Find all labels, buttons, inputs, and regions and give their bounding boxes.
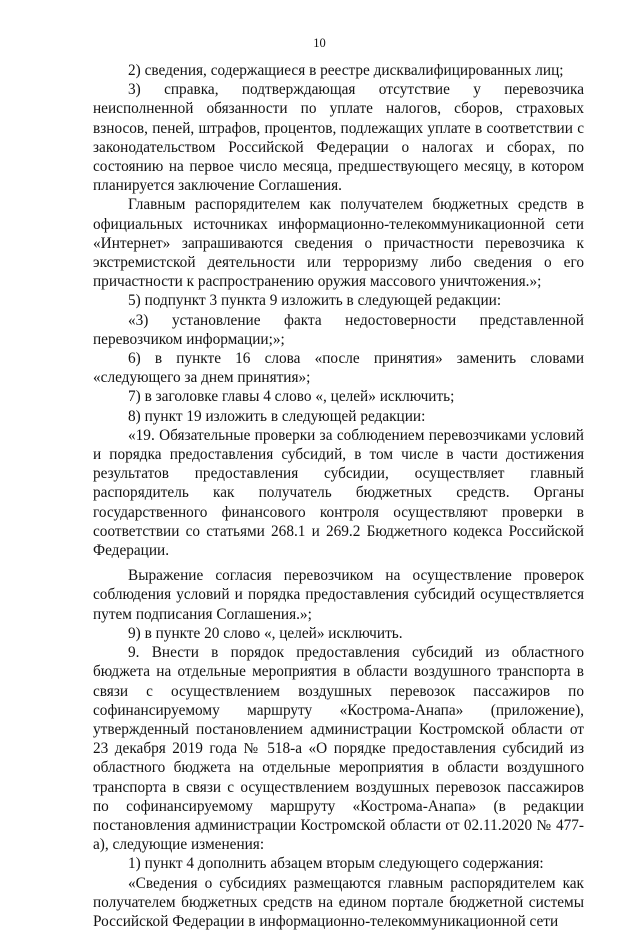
- paragraph-item-2: 2) сведения, содержащиеся в реестре дисквалифицированных лиц;: [128, 62, 564, 79]
- paragraph-consent: Выражение согласия перевозчиком на осуществление проверок соблюдения условий и порядка предоставления субсидий осуществляется путем подписания Соглашения.»;: [93, 567, 584, 623]
- paragraph-item-3: 3) справка, подтверждающая отсутствие у перевозчика неисполненной обязанности по уплате налогов, сборов, страховых взносов, пеней, штрафов, процентов, подлежащих уплате в соответствии с законодательством Российской Федерации о налогах и сборах, по состоянию на первое число месяца, предшествующего месяцу, в котором планируется заключение Соглашения.: [93, 81, 584, 195]
- paragraph-amendment-7: 7) в заголовке главы 4 слово «, целей» исключить;: [128, 388, 455, 406]
- paragraph-point-4: 1) пункт 4 дополнить абзацем вторым следующего содержания:: [128, 855, 544, 873]
- paragraph-subsidy-info: «Сведения о субсидиях размещаются главным распорядителем как получателем бюджетных средств на едином портале бюджетной системы Российской Федерации в информационно-телекоммуникационной сети: [93, 874, 584, 930]
- paragraph-quote-19: «19. Обязательные проверки за соблюдением перевозчиками условий и порядка предоставления субсидий, в том числе в части достижения результатов предоставления субсидии, осуществляет главный распорядитель как получатель бюджетных средств. Органы государственного финансового контроля осуществляют проверки в соответствии со статьями 268.1 и 269.2 Бюджетного кодекса Российской Федерации.: [93, 426, 584, 560]
- paragraph-amendment-5: 5) подпункт 3 пункта 9 изложить в следующей редакции:: [128, 292, 502, 310]
- paragraph-bodies-request: Главным распорядителем как получателем бюджетных средств в официальных источниках информационно-телекоммуникационной сети «Интернет» запрашиваются сведения о причастности перевозчика к экстремистской деятельности или терроризму либо сведения о его причастности к распространению оружия массового уничтожения.»;: [93, 196, 584, 291]
- paragraph-amendment-6: 6) в пункте 16 слова «после принятия» заменить словами «следующего за днем принятия»;: [93, 350, 584, 387]
- page-number: 10: [313, 36, 326, 50]
- paragraph-amendment-8: 8) пункт 19 изложить в следующей редакции:: [128, 407, 426, 425]
- paragraph-amendment-9: 9) в пункте 20 слово «, целей» исключить.: [128, 624, 403, 642]
- paragraph-section-9: 9. Внести в порядок предоставления субсидий из областного бюджета на отдельные мероприятия в области воздушного транспорта в связи с осуществлением воздушных перевозок пассажиров по софинансируемому маршруту «Кострома-Анапа» (приложение), утвержденный постановлением администрации Костромской области от 23 декабря 2019 года № 518-а «О порядке предоставления субсидий из областного бюджета на отдельные мероприятия в области воздушного транспорта в связи с осуществлением воздушных перевозок пассажиров по софинансируемому маршруту «Кострома-Анапа» (в редакции постановления администрации Костромской области от 02.11.2020 № 477-а), следующие изменения:: [93, 644, 584, 854]
- paragraph-quote-3: «3) установление факта недостоверности представленной перевозчиком информации;»;: [93, 311, 584, 348]
- document-body: [93, 61, 584, 931]
